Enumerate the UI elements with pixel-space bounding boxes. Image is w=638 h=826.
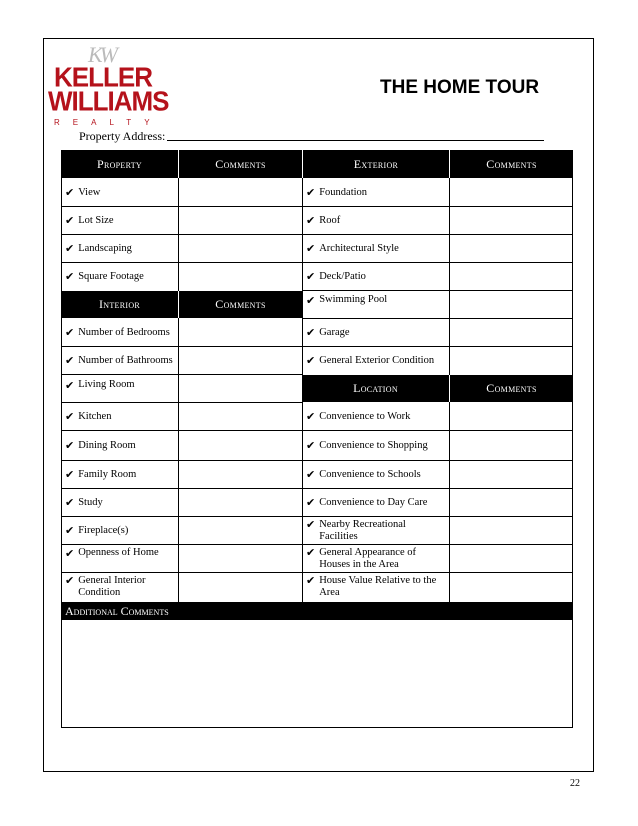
check-icon: ✔: [65, 213, 75, 227]
logo-line-williams: WILLIAMS: [48, 85, 169, 117]
item-garage[interactable]: ✔ Garage: [306, 325, 350, 339]
grid-line: [302, 516, 573, 517]
check-icon: ✔: [306, 438, 316, 452]
item-bedrooms[interactable]: ✔ Number of Bedrooms: [65, 325, 170, 339]
grid-line: [302, 488, 573, 489]
item-convenience-work[interactable]: ✔ Convenience to Work: [306, 409, 411, 423]
header-exterior: Exterior: [302, 150, 449, 178]
header-property: Property: [61, 150, 178, 178]
check-icon: ✔: [65, 574, 75, 587]
header-location: Location: [302, 375, 449, 402]
item-kitchen[interactable]: ✔ Kitchen: [65, 409, 112, 423]
grid-line: [61, 430, 302, 431]
grid-line: [302, 178, 303, 602]
logo-line-keller: KELLER: [54, 61, 152, 93]
check-icon: ✔: [306, 325, 316, 339]
check-icon: ✔: [65, 269, 75, 283]
header-exterior-comments: Comments: [449, 150, 573, 178]
item-landscaping[interactable]: ✔ Landscaping: [65, 241, 132, 255]
check-icon: ✔: [65, 325, 75, 339]
check-icon: ✔: [306, 213, 316, 227]
check-icon: ✔: [306, 409, 316, 423]
header-location-comments: Comments: [449, 375, 573, 402]
property-address-field[interactable]: [167, 140, 544, 141]
grid-line: [61, 516, 302, 517]
home-tour-table: [61, 150, 573, 728]
check-icon: ✔: [65, 409, 75, 423]
check-icon: ✔: [65, 495, 75, 509]
check-icon: ✔: [65, 467, 75, 481]
item-deck-patio[interactable]: ✔ Deck/Patio: [306, 269, 366, 283]
property-address-label: Property Address:: [79, 129, 166, 143]
item-dining-room[interactable]: ✔ Dining Room: [65, 438, 136, 452]
check-icon: ✔: [306, 353, 316, 367]
page-number: 22: [570, 778, 580, 789]
item-living-room[interactable]: ✔ Living Room: [65, 379, 135, 392]
check-icon: ✔: [306, 241, 316, 255]
item-recreational[interactable]: ✔ Nearby Recreational Facilities: [306, 518, 406, 542]
logo-line-realty: REALTY: [54, 118, 163, 127]
item-lot-size[interactable]: ✔ Lot Size: [65, 213, 114, 227]
item-convenience-daycare[interactable]: ✔ Convenience to Day Care: [306, 495, 428, 509]
check-icon: ✔: [65, 438, 75, 452]
grid-line: [302, 290, 573, 291]
grid-line: [61, 206, 302, 207]
grid-line: [302, 544, 573, 545]
item-convenience-schools[interactable]: ✔ Convenience to Schools: [306, 467, 421, 481]
grid-line: [61, 234, 302, 235]
check-icon: ✔: [306, 574, 316, 587]
grid-line: [61, 460, 302, 461]
check-icon: ✔: [306, 546, 316, 559]
grid-line: [61, 572, 302, 573]
check-icon: ✔: [306, 294, 316, 307]
grid-line: [302, 346, 573, 347]
item-interior-condition[interactable]: ✔ General Interior Condition: [65, 574, 146, 598]
item-study[interactable]: ✔ Study: [65, 495, 103, 509]
check-icon: ✔: [306, 495, 316, 509]
item-bathrooms[interactable]: ✔ Number of Bathrooms: [65, 353, 173, 367]
grid-line: [302, 430, 573, 431]
check-icon: ✔: [65, 523, 75, 537]
check-icon: ✔: [306, 185, 316, 199]
grid-line: [302, 206, 573, 207]
grid-line: [61, 402, 302, 403]
header-property-comments: Comments: [178, 150, 302, 178]
header-interior-comments: Comments: [178, 291, 302, 318]
check-icon: ✔: [65, 185, 75, 199]
check-icon: ✔: [306, 518, 316, 531]
additional-comments-area[interactable]: [61, 620, 573, 728]
item-swimming-pool[interactable]: ✔ Swimming Pool: [306, 294, 388, 307]
item-house-value[interactable]: ✔ House Value Relative to the Area: [306, 574, 437, 598]
grid-line: [302, 234, 573, 235]
item-openness[interactable]: ✔ Openness of Home: [65, 547, 159, 560]
grid-line: [302, 572, 573, 573]
item-fireplaces[interactable]: ✔ Fireplace(s): [65, 523, 129, 537]
logo-monogram: KW: [88, 42, 115, 67]
check-icon: ✔: [65, 353, 75, 367]
check-icon: ✔: [65, 379, 75, 392]
header-additional-comments: Additional Comments: [61, 602, 573, 620]
header-interior: Interior: [61, 291, 178, 318]
item-exterior-condition[interactable]: ✔ General Exterior Condition: [306, 353, 435, 367]
grid-line: [61, 374, 302, 375]
grid-line: [61, 262, 302, 263]
keller-williams-logo: [48, 42, 169, 127]
page-title: THE HOME TOUR: [380, 77, 540, 98]
item-architectural-style[interactable]: ✔ Architectural Style: [306, 241, 399, 255]
grid-line: [302, 262, 573, 263]
item-roof[interactable]: ✔ Roof: [306, 213, 341, 227]
item-general-appearance[interactable]: ✔ General Appearance of Houses in the Area: [306, 546, 416, 570]
grid-line: [302, 318, 573, 319]
grid-line: [61, 488, 302, 489]
item-view[interactable]: ✔ View: [65, 185, 101, 199]
item-foundation[interactable]: ✔ Foundation: [306, 185, 368, 199]
grid-line: [302, 460, 573, 461]
check-icon: ✔: [65, 241, 75, 255]
item-square-footage[interactable]: ✔ Square Footage: [65, 269, 144, 283]
check-icon: ✔: [306, 467, 316, 481]
check-icon: ✔: [65, 547, 75, 560]
grid-line: [61, 346, 302, 347]
check-icon: ✔: [306, 269, 316, 283]
item-family-room[interactable]: ✔ Family Room: [65, 467, 137, 481]
grid-line: [61, 544, 302, 545]
item-convenience-shopping[interactable]: ✔ Convenience to Shopping: [306, 438, 428, 452]
